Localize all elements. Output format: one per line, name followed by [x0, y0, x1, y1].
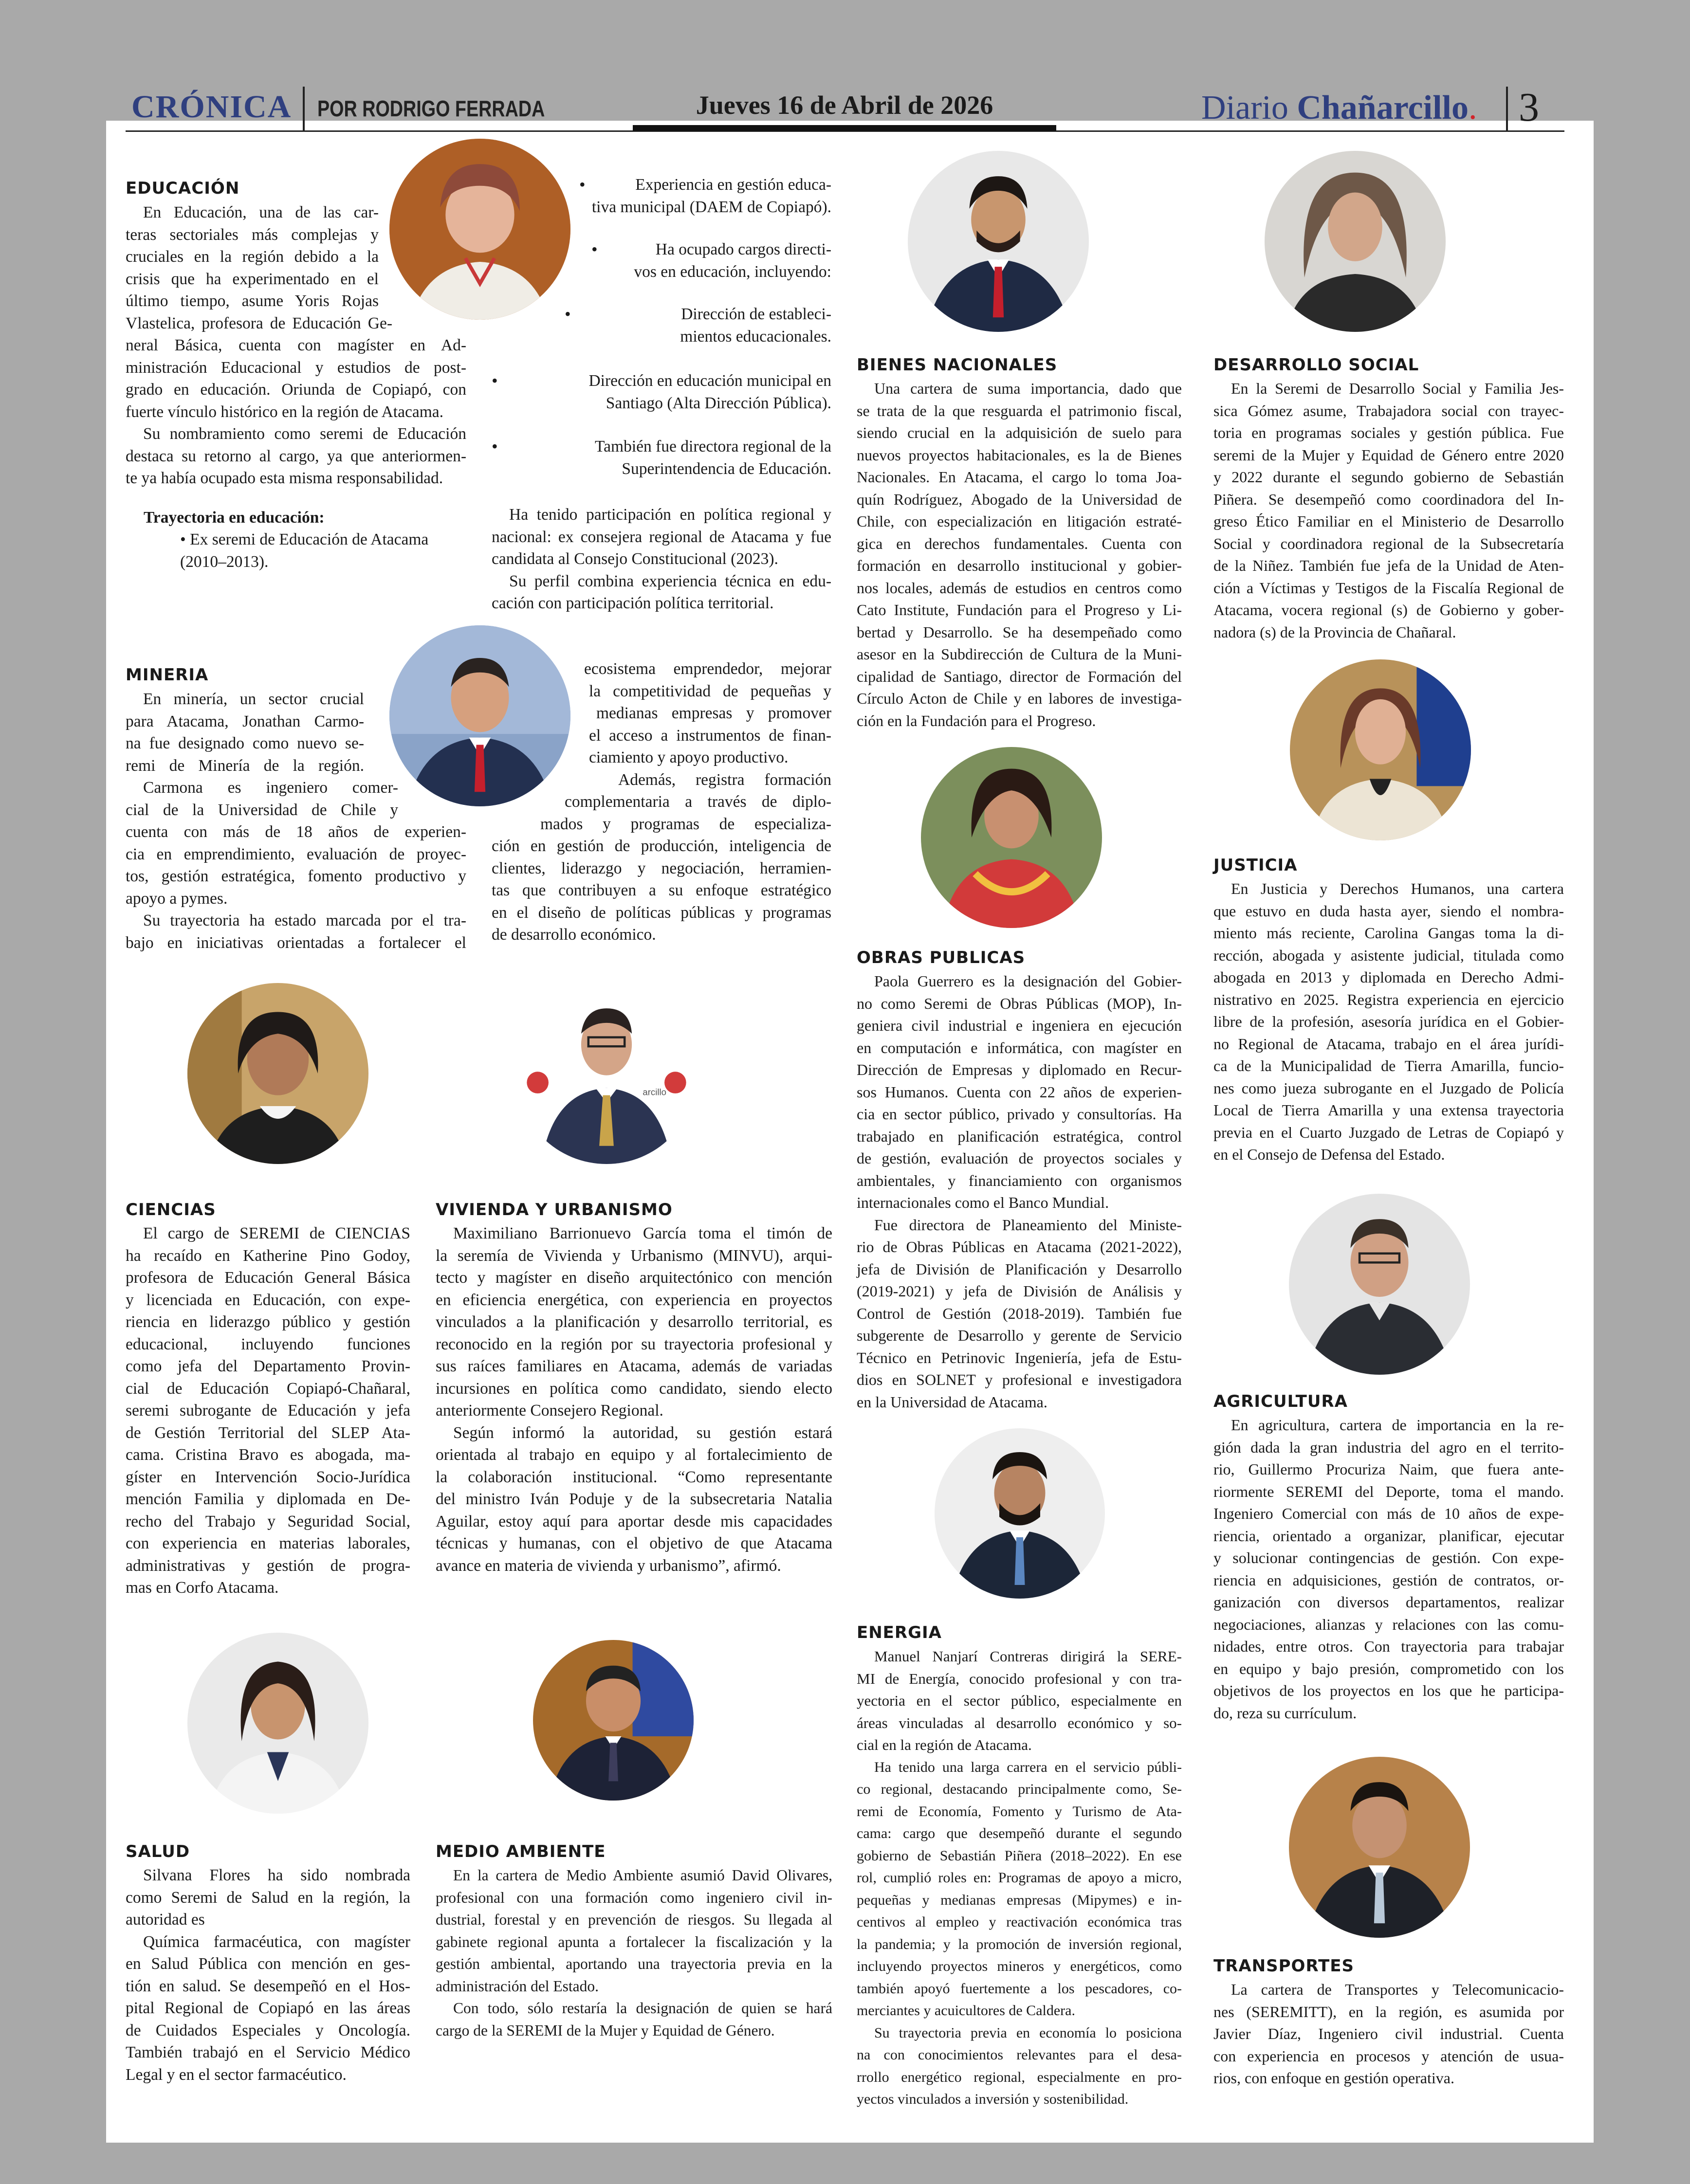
text-line: riencia, orientado a organizar, planificar, ejecutar — [1213, 1527, 1564, 1545]
text-line: Fue directora de Planeamiento del Ministe- — [874, 1216, 1182, 1234]
text-line: Legal y en el sector farmacéutico. — [126, 2065, 347, 2084]
text-line: Técnico en Petrinovic Ingeniería, jefa de Estu- — [857, 1348, 1182, 1366]
text-line: de Gestión Territorial del SLEP Ata- — [126, 1423, 410, 1442]
text-line: candidata al Consejo Constitucional (2023). — [492, 550, 778, 568]
byline: POR RODRIGO FERRADA — [317, 96, 545, 121]
text-line: toria en programas sociales y gestión pública. Fue — [1213, 424, 1564, 441]
text-line: grado en educación. Oriunda de Copiapó, con — [126, 381, 466, 399]
text-line: Una cartera de suma importancia, dado que — [874, 380, 1182, 397]
text-line: asesor en la Subdirección de Cultura de la Muni- — [857, 645, 1182, 663]
text-line: Local de Tierra Amarilla y una extensa trayectoria — [1213, 1101, 1564, 1119]
text-line: de desarrollo económico. — [492, 926, 656, 944]
text-line: greso Ético Familiar en el Ministerio de Desarrollo — [1213, 512, 1564, 530]
issue-date: Jueves 16 de Abril de 2026 — [696, 91, 993, 120]
text-line: fuerte vínculo histórico en la región de Atacama. — [126, 402, 444, 421]
text-line: Su nombramiento como seremi de Educación — [143, 425, 466, 443]
text-line: cial de Educación Copiapó-Chañaral, — [126, 1379, 410, 1398]
text-line: mados y programas de especializa- — [540, 815, 831, 833]
text-line: ha recaído en Katherine Pino Godoy, — [126, 1246, 410, 1265]
text-line: jefa de División de Planificación y Desarrollo — [857, 1260, 1182, 1278]
text-line: tecto y magíster en diseño arquitectónico con mención — [436, 1269, 832, 1287]
transportes-heading: TRANSPORTES — [1213, 1956, 1355, 1976]
text-line: nos locales, además de estudios en centros como — [857, 579, 1182, 597]
text-line: internacionales como el Banco Mundial. — [857, 1194, 1109, 1211]
text-line: Social y coordinadora regional de la Subsecretaría — [1213, 534, 1564, 552]
text-line: la pandemia; y la promoción de inversión regional, — [857, 1936, 1182, 1952]
text-line: administrativas y gestión de progra- — [126, 1556, 410, 1575]
text-line: orientada al trabajo en equipo y al fortalecimiento de — [436, 1446, 832, 1464]
text-line: la seremía de Vivienda y Urbanismo (MINVU), arqui- — [436, 1246, 832, 1265]
text-line: nidades, entre otros. Con trayectoria para trabajar — [1213, 1638, 1564, 1655]
text-line: recho del Trabajo y Seguridad Social, — [126, 1512, 410, 1530]
text-line: nes (SEREMITT), en la región, es asumida por — [1213, 2002, 1564, 2020]
text-line: técnicas y humanas, con el objetivo de que Atacama — [436, 1534, 832, 1552]
text-line: (2010–2013). — [180, 552, 269, 571]
text-line: complementaria a través de diplo- — [565, 793, 831, 811]
text-line: de gestión, evaluación de proyectos sociales y — [857, 1149, 1182, 1167]
bullet-dot: • — [492, 371, 498, 390]
text-line: cruciales en la región debido a la — [126, 248, 379, 266]
text-line: anteriormente Consejero Regional. — [436, 1401, 663, 1420]
text-line: como Seremi de Salud en la región, la — [126, 1888, 410, 1907]
text-line: bertad y Desarrollo. Se ha desempeñado como — [857, 623, 1182, 641]
energia-heading: ENERGIA — [857, 1623, 942, 1642]
text-line: nuevos proyectos habitacionales, es la de Bienes — [857, 446, 1182, 464]
text-line: medianas empresas y promover — [596, 704, 831, 722]
bullet-dot: • — [492, 437, 498, 456]
text-line: reconocido en la región por su trayectoria profesional y — [436, 1335, 832, 1353]
text-line: educacional, incluyendo funciones — [126, 1335, 410, 1353]
bullet-dot: • — [591, 239, 598, 259]
text-line: También fue directora regional de la — [595, 437, 831, 455]
text-line: centivos al empleo y reactivación económica tras — [857, 1914, 1182, 1930]
text-line: yectoria en el sector público, especialmente en — [857, 1692, 1182, 1709]
photo-guillermo-procuriza — [1289, 1194, 1470, 1375]
text-line: te ya había ocupado esta misma responsabilidad. — [126, 469, 443, 487]
text-line: Piñera. Se desempeñó como coordinadora del In- — [1213, 490, 1564, 508]
text-line: rección, abogada y asistente judicial, titulada como — [1213, 946, 1564, 964]
text-line: no como Seremi de Obras Públicas (MOP), In- — [857, 994, 1182, 1012]
photo-david-olivares — [533, 1640, 694, 1801]
text-line: y licenciada en Educación, con expe- — [126, 1291, 410, 1309]
text-line: incluyendo proyectos mineros y energéticos, como — [857, 1958, 1182, 1974]
text-line: cación con participación política territorial. — [492, 594, 774, 612]
text-line: tos, gestión estratégica, fomento productivo y — [126, 867, 466, 885]
photo-yoris-rojas — [389, 139, 570, 320]
text-line: avance en materia de vivienda y urbanismo”, afirmó. — [436, 1556, 781, 1575]
text-line: cama: cargo que desempeñó durante el segundo — [857, 1825, 1182, 1841]
text-line: formación en desarrollo institucional y gobier- — [857, 557, 1182, 574]
text-line: Ingeniero Comercial con más de 10 años de expe- — [1213, 1505, 1564, 1522]
text-line: rrollo energético regional, especialmente en pro- — [857, 2069, 1182, 2085]
text-line: Ha tenido participación en política regional y — [509, 506, 831, 524]
text-line: vinculados a la planificación y desarrollo territorial, es — [436, 1313, 832, 1331]
text-line: el acceso a instrumentos de finan- — [589, 726, 831, 745]
text-line: ciamiento y apoyo productivo. — [589, 748, 789, 766]
text-line: subgerente de Desarrollo y gerente de Servicio — [857, 1327, 1182, 1344]
text-line: Carmona es ingeniero comer- — [143, 779, 398, 797]
text-line: Trayectoria en educación: — [144, 508, 325, 527]
salud-heading: SALUD — [126, 1842, 190, 1861]
text-line: gobierno de Sebastián Piñera (2018–2022). En ese — [857, 1847, 1182, 1864]
text-line: en Salud Pública con mención en ges- — [126, 1955, 410, 1973]
text-line: sus raíces familiares en Atacama, además de variadas — [436, 1357, 832, 1375]
text-line: mientos educacionales. — [680, 327, 831, 346]
text-line: Santiago (Alta Dirección Pública). — [606, 394, 831, 412]
text-line: Círculo Acton de Chile y en labores de investiga- — [857, 690, 1182, 707]
text-line: seremi subrogante de Educación y jefa — [126, 1401, 410, 1420]
text-line: mención Familia y diplomada en De- — [126, 1490, 410, 1508]
header-date-bar — [633, 125, 1056, 131]
photo-javier-diaz — [1289, 1757, 1470, 1938]
bullet-dot: • — [565, 304, 571, 324]
text-line: La cartera de Transportes y Telecomunicacio- — [1231, 1981, 1564, 1998]
text-line: en computación e informática, con magíster en — [857, 1038, 1182, 1056]
text-line: En agricultura, cartera de importancia en la re- — [1231, 1416, 1564, 1434]
text-line: En la Seremi de Desarrollo Social y Familia Jes- — [1231, 380, 1564, 397]
text-line: rol, cumplió roles en: Programas de apoyo a micro, — [857, 1870, 1182, 1886]
photo-carolina-gangas — [1290, 659, 1471, 840]
educacion-article — [126, 178, 466, 201]
text-line: en eficiencia energética, con experiencia en proyectos — [436, 1291, 832, 1309]
text-line: Control de Gestión (2018-2019). También fue — [857, 1304, 1182, 1322]
text-line: Nacionales. En Atacama, el cargo lo toma Joa- — [857, 468, 1182, 486]
text-line: áreas vinculadas al desarrollo económico y so- — [857, 1714, 1182, 1731]
text-line: na con conocimientos relevantes para el desa- — [857, 2047, 1182, 2063]
text-line: En Justicia y Derechos Humanos, una cartera — [1231, 880, 1564, 897]
educacion-heading: EDUCACIÓN — [126, 179, 240, 198]
text-line: ción a Víctimas y Testigos de la Fiscalía Regional de — [1213, 579, 1564, 597]
agricultura-heading: AGRICULTURA — [1213, 1392, 1348, 1411]
text-line: en equipo y bajo presión, comprometido con los — [1213, 1659, 1564, 1677]
text-line: ca de la Municipalidad de Tierra Amarilla, funcio- — [1213, 1057, 1564, 1074]
text-line: • Ex seremi de Educación de Atacama — [180, 530, 429, 548]
text-line: Cato Institute, Fundación para el Progreso y Li- — [857, 601, 1182, 619]
text-line: apoyo a pymes. — [126, 889, 228, 908]
text-line: de Cuidados Especiales y Oncología. — [126, 2021, 410, 2039]
text-line: en la Universidad de Atacama. — [857, 1393, 1047, 1411]
text-line: último tiempo, asume Yoris Rojas — [126, 292, 379, 310]
text-line: profesora de Educación General Básica — [126, 1269, 410, 1287]
text-line: incursiones en política como candidato, siendo electo — [436, 1379, 832, 1398]
text-line: yectos vinculados a inversión y sostenibilidad. — [857, 2091, 1129, 2107]
text-line: rio, Guillermo Procuriza Naim, que fuera ante- — [1213, 1460, 1564, 1478]
text-line: Ha ocupado cargos directi- — [655, 240, 831, 258]
text-line: ecosistema emprendedor, mejorar — [584, 660, 831, 678]
photo-jessica-gomez — [1265, 151, 1446, 332]
obras-publicas-heading: OBRAS PUBLICAS — [857, 948, 1026, 967]
text-line: Su trayectoria ha estado marcada por el tra- — [143, 911, 466, 929]
text-line: de la Niñez. También fue jefa de la Unidad de Aten- — [1213, 557, 1564, 574]
text-line: y solucionar contingencias de gestión. Con expe- — [1213, 1549, 1564, 1566]
bienes-nacionales-heading: BIENES NACIONALES — [857, 355, 1058, 375]
text-line: para Atacama, Jonathan Carmo- — [126, 712, 364, 730]
mineria-heading-wrap — [126, 664, 208, 688]
masthead-brand: Diario Chañarcillo. — [1201, 89, 1477, 127]
text-line: en el diseño de políticas públicas y programas — [492, 903, 831, 922]
text-line: sica Gómez asume, Trabajadora social con trayec- — [1213, 401, 1564, 419]
text-line: trabajado en planificación estratégica, control — [857, 1127, 1182, 1145]
text-line: también apoyó fuertemente a los pescadores, co- — [857, 1980, 1182, 1997]
text-line: rio de Obras Públicas en Atacama (2021-2022), — [857, 1238, 1182, 1256]
text-line: tas que contribuyen a su enfoque estratégico — [492, 881, 831, 899]
text-line: El cargo de SEREMI de CIENCIAS — [143, 1224, 410, 1242]
text-line: Atacama, vocera regional (s) de Gobierno y gober- — [1213, 601, 1564, 619]
text-line: Experiencia en gestión educa- — [635, 176, 831, 194]
text-line: Aguilar, estoy aquí para aportar desde mis capacidades — [436, 1512, 832, 1530]
text-line: do, reza su currículum. — [1213, 1704, 1357, 1722]
text-line: destaca su retorno al cargo, ya que anteriormen- — [126, 447, 466, 465]
text-line: nes como jueza subrogante en el Juzgado de Policía — [1213, 1079, 1564, 1097]
text-line: cama. Cristina Bravo es abogada, ma- — [126, 1446, 410, 1464]
text-line: cia en emprendimiento, evaluación de proyec- — [126, 845, 466, 863]
text-line: tión en salud. Se desempeñó en el Hos- — [126, 1977, 410, 1995]
text-line: remi de Minería de la región. — [126, 756, 364, 775]
text-line: se trata de la que resguarda el patrimonio fiscal, — [857, 401, 1182, 419]
text-line: libre de la profesión, asesoría jurídica en el Gobier- — [1213, 1013, 1564, 1030]
text-line: También trabajó en el Servicio Médico — [126, 2043, 410, 2061]
text-line: objetivos de los proyectos en los que he participa- — [1213, 1682, 1564, 1699]
text-line: Dirección de estableci- — [681, 305, 831, 323]
page-number: 3 — [1519, 85, 1539, 130]
text-line: autoridad es — [126, 1911, 205, 1929]
text-line: ción en la Fundación para el Progreso. — [857, 711, 1096, 729]
text-line: la competitividad de pequeñas y — [589, 682, 831, 700]
text-line: siendo crucial en la adquisición de suelo para — [857, 424, 1182, 441]
section-name: CRÓNICA — [131, 89, 292, 125]
photo-silvana-flores — [187, 1633, 368, 1814]
text-line: ganización con diversos departamentos, realizar — [1213, 1593, 1564, 1611]
text-line: co regional, destacando principalmente como, Se- — [857, 1781, 1182, 1797]
text-line: como jefa del Departamento Provin- — [126, 1357, 410, 1375]
text-line: ministración Educacional y estudios de post- — [126, 358, 466, 377]
text-line: negociaciones, alianzas y relaciones con las comu- — [1213, 1615, 1564, 1633]
photo-jonathan-carmona — [389, 625, 570, 806]
text-line: Su trayectoria previa en economía lo posiciona — [874, 2024, 1182, 2041]
text-line: Su perfil combina experiencia técnica en edu- — [509, 572, 831, 590]
text-line: pequeñas y medianas empresas (Mipymes) e in- — [857, 1892, 1182, 1908]
text-line: Superintendencia de Educación. — [622, 459, 831, 478]
text-line: clientes, liderazgo y negociación, herramien- — [492, 859, 831, 877]
text-line: (2019-2021) y jefa de División de Análisis y — [857, 1282, 1182, 1300]
text-line: cial en la región de Atacama. — [857, 1736, 1032, 1753]
text-line: Además, registra formación — [618, 770, 831, 789]
header-divider-right — [1506, 87, 1508, 130]
text-line: bajo en iniciativas orientadas a fortalecer el — [126, 933, 466, 952]
medio-ambiente-heading: MEDIO AMBIENTE — [436, 1842, 606, 1861]
text-line: na fue designado como nuevo se- — [126, 734, 364, 752]
text-line: riencia en liderazgo público y gestión — [126, 1313, 410, 1331]
text-line: cuenta con más de 18 años de experien- — [126, 823, 466, 841]
text-line: teras sectoriales más complejas y — [126, 225, 379, 244]
text-line: En minería, un sector crucial — [143, 690, 364, 708]
text-line: ción en gestión de producción, inteligencia de — [492, 837, 831, 855]
text-line: dios en SOLNET y profesional e investigadora — [857, 1371, 1182, 1388]
text-line: en el Consejo de Defensa del Estado. — [1213, 1146, 1445, 1163]
justicia-heading: JUSTICIA — [1213, 855, 1298, 875]
text-line: gíster en Intervención Socio-Jurídica — [126, 1468, 410, 1486]
text-line: nacional: ex consejera regional de Atacama y fue — [492, 528, 831, 546]
text-line: nadora (s) de la Provincia de Chañaral. — [1213, 623, 1456, 641]
text-line: Chile, con especialización en litigación estraté- — [857, 512, 1182, 530]
text-line: seremi de la Mujer y Equidad de Género entre 2020 — [1213, 446, 1564, 464]
text-line: con experiencia en procesos y atención de usua- — [1213, 2047, 1564, 2065]
text-line: abogada en 2013 y diplomada en Derecho Admi- — [1213, 968, 1564, 986]
text-line: Química farmacéutica, con magíster — [143, 1932, 410, 1951]
vivienda-heading: VIVIENDA Y URBANISMO — [436, 1200, 673, 1219]
text-line: quín Rodríguez, Abogado de la Universidad de — [857, 490, 1182, 508]
text-line: Según informó la autoridad, su gestión estará — [453, 1423, 832, 1442]
text-line: En Educación, una de las car- — [143, 203, 379, 221]
text-line: administración del Estado. — [436, 1977, 599, 1995]
text-line: cia en sector público, privado y consultorías. Ha — [857, 1105, 1182, 1123]
text-line: dustrial, forestal y en prevención de riesgos. Su llegada al — [436, 1911, 832, 1928]
text-line: Con todo, sólo restaría la designación de quien se hará — [453, 2000, 832, 2017]
text-line: gabinete regional apunta a fortalecer la fiscalización y la — [436, 1933, 832, 1950]
text-line: mas en Corfo Atacama. — [126, 1579, 279, 1597]
text-line: del ministro Iván Poduje y de la subsecretaria Natalia — [436, 1490, 832, 1508]
text-line: con experiencia en materias laborales, — [126, 1534, 410, 1552]
mineria-heading: MINERIA — [126, 665, 209, 685]
text-line: ambientales, y financiamiento con organismos — [857, 1171, 1182, 1189]
text-line: Dirección en educación municipal en — [588, 372, 831, 390]
text-line: cargo de la SEREMI de la Mujer y Equidad de Género. — [436, 2021, 775, 2039]
desarrollo-social-heading: DESARROLLO SOCIAL — [1213, 355, 1419, 375]
text-line: En la cartera de Medio Ambiente asumió David Olivares, — [453, 1867, 832, 1884]
ciencias-heading: CIENCIAS — [126, 1200, 216, 1219]
photo-katherine-pino — [187, 983, 368, 1164]
text-line: gión dada la gran industria del agro en el territo- — [1213, 1438, 1564, 1456]
text-line: Dirección de Empresas y diplomado en Recur- — [857, 1061, 1182, 1078]
photo-joaquin-rodriguez — [908, 151, 1089, 332]
text-line: Paola Guerrero es la designación del Gobier- — [874, 972, 1182, 990]
text-line: no Regional de Atacama, trabajo en el área jurídi- — [1213, 1035, 1564, 1053]
text-line: nistrativo en 2025. Registra experiencia en ejercicio — [1213, 990, 1564, 1008]
text-line: Silvana Flores ha sido nombrada — [143, 1866, 410, 1884]
text-line: sos Humanos. Cuenta con 22 años de experien- — [857, 1083, 1182, 1101]
text-line: Maximiliano Barrionuevo García toma el timón de — [453, 1224, 832, 1242]
text-line: la colaboración institucional. “Como representante — [436, 1468, 832, 1486]
text-line: tiva municipal (DAEM de Copiapó). — [591, 198, 831, 216]
text-line: y 2022 durante el segundo gobierno de Sebastián — [1213, 468, 1564, 486]
photo-banner-text: arcillo — [643, 1087, 666, 1097]
text-line: cial de la Universidad de Chile y — [126, 801, 398, 819]
text-line: Ha tenido una larga carrera en el servicio públi- — [874, 1759, 1182, 1775]
text-line: Javier Díaz, Ingeniero civil industrial. Cuenta — [1213, 2025, 1564, 2042]
text-line: Manuel Nanjarí Contreras dirigirá la SERE- — [874, 1648, 1182, 1665]
text-line: merciantes y acuicultores de Caldera. — [857, 2002, 1075, 2019]
text-line: MI de Energía, conocido profesional y con tra- — [857, 1670, 1182, 1687]
text-line: miento más reciente, Carolina Gangas toma la di- — [1213, 924, 1564, 942]
text-line: rios, con enfoque en gestión operativa. — [1213, 2069, 1454, 2087]
text-line: que estuvo en duda hasta ayer, siendo el nombra- — [1213, 902, 1564, 920]
photo-maximiliano-barrionuevo — [516, 983, 697, 1164]
text-line: riencia en adquisiciones, gestión de contratos, or- — [1213, 1571, 1564, 1589]
text-line: gestión ambiental, aportando una trayectoria previa en la — [436, 1955, 832, 1972]
text-line: gica en derechos fundamentales. Cuenta con — [857, 534, 1182, 552]
text-line: neral Básica, cuenta con magíster en Ad- — [126, 336, 466, 354]
text-line: riormente SEREMI del Deporte, toma el mando. — [1213, 1482, 1564, 1500]
text-line: crisis que ha experimentado en el — [126, 270, 379, 288]
text-line: profesional con una formación como ingeniero civil in- — [436, 1889, 832, 1906]
text-line: previa en el Cuarto Juzgado de Letras de Copiapó y — [1213, 1123, 1564, 1141]
text-line: geniera civil industrial e ingeniera en ejecución — [857, 1017, 1182, 1034]
photo-manuel-nanjari — [935, 1428, 1105, 1599]
text-line: vos en educación, incluyendo: — [634, 262, 831, 281]
text-line: pital Regional de Copiapó en las áreas — [126, 1999, 410, 2017]
header-divider — [303, 87, 305, 130]
text-line: Vlastelica, profesora de Educación Ge- — [126, 314, 392, 332]
bullet-dot: • — [579, 175, 586, 194]
photo-paola-guerrero — [921, 747, 1102, 928]
text-line: cipalidad de Santiago, director de Formación del — [857, 667, 1182, 685]
text-line: remi de Economía, Fomento y Turismo de Ata- — [857, 1803, 1182, 1820]
